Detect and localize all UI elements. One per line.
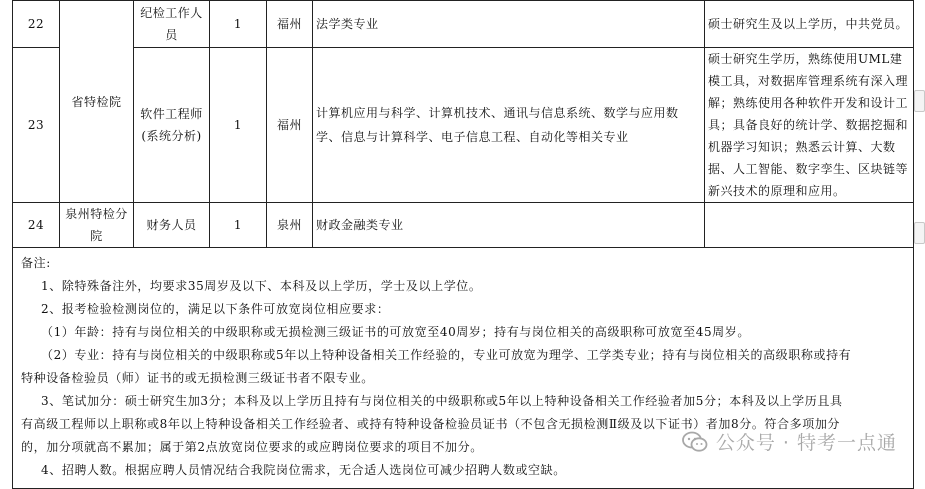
unit-cell: 泉州特检分院 [60, 203, 134, 248]
requirement-cell [705, 203, 914, 248]
wechat-icon [682, 431, 708, 453]
post-cell: 软件工程师(系统分析) [134, 48, 210, 203]
resize-handle[interactable] [914, 222, 925, 244]
row-number: 23 [13, 48, 60, 203]
place-cell: 泉州 [267, 203, 313, 248]
note-item: （2）专业：持有与岗位相关的中级职称或5年以上特种设备相关工作经验的，专业可放宽为理学、工学类专业；持有与岗位相关的高级职称或持有 [41, 348, 852, 362]
watermark-text: 公众号 · 特考一点通 [715, 432, 897, 454]
count-cell: 1 [210, 1, 267, 48]
resize-handle[interactable] [914, 90, 925, 112]
table-row [13, 48, 914, 203]
table-row [13, 1, 914, 48]
post-cell: 纪检工作人员 [134, 1, 210, 48]
recruitment-table [12, 0, 914, 489]
unit-cell: 省特检院 [60, 1, 134, 203]
count-cell: 1 [210, 203, 267, 248]
place-cell: 福州 [267, 48, 313, 203]
count-cell: 1 [210, 48, 267, 203]
note-item: 3、笔试加分：硕士研究生加3分；本科及以上学历且持有与岗位相关的中级职称或5年以上特种设备相关工作经验者加5分；本科及以上学历且具 [41, 394, 843, 408]
major-cell: 计算机应用与科学、计算机技术、通讯与信息系统、数学与应用数学、信息与计算科学、电子信息工程、自动化等相关专业 [313, 48, 705, 203]
row-number: 22 [13, 1, 60, 48]
requirement-cell: 硕士研究生学历，熟练使用UML建模工具，对数据库管理系统有深入理解；熟练使用各种软件开发和设计工具；具备良好的统计学、数据挖掘和机器学习知识；熟悉云计算、大数据、人工智能、数字孪生、区块链等新兴技术的原理和应用。 [705, 48, 914, 203]
note-item: 4、招聘人数。根据应聘人员情况结合我院岗位需求，无合适人选岗位可减少招聘人数或空缺。 [41, 463, 566, 477]
watermark [682, 428, 897, 455]
note-item-continued: 的，加分项就高不累加；属于第2点放宽岗位要求的或应聘岗位要求的项目不加分。 [21, 440, 483, 454]
requirement-cell: 硕士研究生及以上学历，中共党员。 [705, 1, 914, 48]
note-item-continued: 有高级工程师以上职称或8年以上特种设备相关工作经验者、或持有特种设备检验员证书（不包含无损检测Ⅱ级及以下证书）者加8分。符合多项加分 [21, 417, 841, 431]
note-item: 2、报考检验检测岗位的，满足以下条件可放宽岗位相应要求： [41, 302, 390, 316]
place-cell: 福州 [267, 1, 313, 48]
note-item: 1、除特殊备注外，均要求35周岁及以下、本科及以上学历，学士及以上学位。 [41, 279, 482, 293]
post-cell: 财务人员 [134, 203, 210, 248]
note-item-continued: 特种设备检验员（师）证书的或无损检测三级证书者不限专业。 [21, 371, 374, 385]
major-cell: 法学类专业 [313, 1, 705, 48]
row-number: 24 [13, 203, 60, 248]
major-cell: 财政金融类专业 [313, 203, 705, 248]
table-row [13, 203, 914, 248]
note-item: （1）年龄：持有与岗位相关的中级职称或无损检测三级证书的可放宽至40周岁；持有与岗位相关的高级职称可放宽至45周岁。 [41, 325, 750, 339]
notes-title: 备注: [21, 256, 51, 270]
